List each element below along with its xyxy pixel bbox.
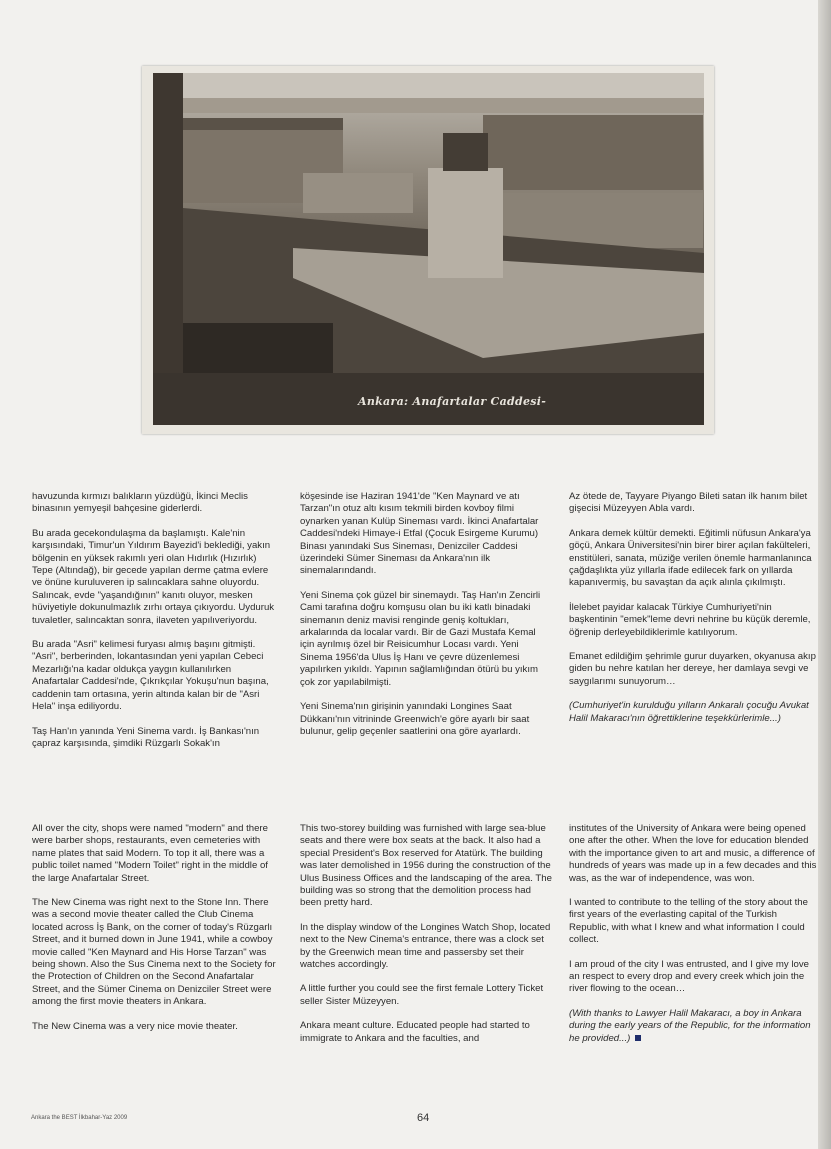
paragraph: Bu arada "Asri" kelimesi furyası almış başını gitmişti. "Asri", berberinden, lokantasından yeni yapılan Cebeci Mezarlığı'na kadar oldukça yaygın kullanılırken Anafartalar Caddesi'nde, Çıkrıkçılar Yokuşu'nun başına, caddenin tam ortasına, yerin altında kalan bir de "Asri Hela" inşa ediliyordu. <box>32 639 269 713</box>
paragraph: İlelebet payidar kalacak Türkiye Cumhuriyeti'nin başkentinin "emek"leme devri nehrine bu küçük deremle, öğrenip derleyebildiklerimle katılıyorum. <box>569 601 811 638</box>
paragraph: All over the city, shops were named "modern" and there were barber shops, restaurants, even cemeteries with name plates that said Modern. To top it all, there was a public toilet named "Modern Toilet" right in the middle of the large Anafartalar Street. <box>32 823 268 884</box>
paragraph: The New Cinema was right next to the Stone Inn. There was a second movie theater called the Club Cinema located across İş Bank, on the corner of today's Rüzgarlı Street, and it burned down in June 1941, while a cowboy movie called "Ken Maynard and His Horse Tarzan" was being shown. Also the Sus Cinema next to the Society for the Protection of Children on the Second Anafartalar Street, and the Sümer Cinema on Denizciler Street were among the first movie theaters in Ankara. <box>32 897 276 1008</box>
paragraph: Taş Han'ın yanında Yeni Sinema vardı. İş Bankası'nın çapraz karşısında, şimdiki Rüzgarlı Sokak'ın <box>32 725 260 749</box>
page-number: 64 <box>417 1112 430 1124</box>
paragraph: köşesinde ise Haziran 1941'de "Ken Maynard ve atı Tarzan"ın otuz altı kısım tekmili birden kovboy filmi oynarken yanan Kulüp Sineması vardı. İkinci Anafartalar Caddesi'ndeki Himaye-i Etfal (Çocuk Esirgeme Kurumu) Binası yanındaki Sus Sineması, Denizciler Caddesi üzerindeki Sümer Sineması da Ankara'nın ilk sinemalarındandı. <box>300 491 539 577</box>
page-edge <box>818 0 831 1149</box>
street-scene-illustration <box>153 73 704 425</box>
paragraph: The New Cinema was a very nice movie theater. <box>32 1020 238 1032</box>
turkish-column-1 <box>32 491 277 762</box>
paragraph: In the display window of the Longines Watch Shop, located next to the New Cinema's entrance, there was a clock set by the Greenwich mean time and passersby set their watches accordingly. <box>300 921 551 971</box>
turkish-column-3 <box>569 491 819 737</box>
acknowledgement <box>569 1008 819 1045</box>
paragraph: Ankara demek kültür demekti. Eğitimli nüfusun Ankara'ya göçü, Ankara Üniversitesi'nin birer birer açılan fakülteleri, enstitüleri, sanata, müziğe verilen önemle harmanlanınca çağdaşlıkta yüz yıllarla ifade edilecek fark on yıllarda kapanıvermiş, bu savaştan da açık alınla çıkılmıştı. <box>569 527 812 589</box>
historic-photo <box>153 73 704 425</box>
paragraph: Yeni Sinema çok güzel bir sinemaydı. Taş Han'ın Zencirli Cami tarafına doğru komşusu olan bu iki katlı binadaki sinemanın deniz mavisi renginde geniş koltukları, arkalarında da localar vardı. Bir de Gazi Mustafa Kemal için ayrılmış özel bir Reisicumhur Locası vardı. Yeni Sinema 1956'da Ulus İş Hanı ve çevre düzenlemesi yapılırken yıkıldı. Yapının sağlamlığından ötürü bu yıkım çok zor yapılabilmişti. <box>300 589 541 688</box>
turkish-column-2 <box>300 491 552 750</box>
paragraph: Bu arada gecekondulaşma da başlamıştı. Kale'nin karşısındaki, Timur'un Yıldırım Bayezid'i beklediği, yakın bölgenin en yüksek rakımlı yeri olan Hıdırlık (Hızırlık) Tepe (Altındağ), bir gecede yapılan derme çatma evlere ve önüne kuruluveren ip salıncaklara sahne oluyordu. Salıncak, evde "yaşandığının" kanıtı oluyor, mesken hüviyetiyle dokunulmazlık zırhı ortaya çıkıyordu. Uyduruk tuvaletler, salıncaktan sonra, ilaveten yapılıveriyordu. <box>32 527 275 626</box>
paragraph: Yeni Sinema'nın girişinin yanındaki Longines Saat Dükkanı'nın vitrininde Greenwich'e göre ayarlı bir saat bulunur, gelip geçenler saatlerini ona göre ayarlardı. <box>300 701 530 737</box>
english-column-1 <box>32 823 277 1045</box>
photo-caption: Ankara: Anafartalar Caddesi- <box>358 395 547 408</box>
historic-photo-frame <box>142 66 714 434</box>
paragraph: institutes of the University of Ankara were being opened one after the other. When the love for education blended with the importance given to art and music, a difference of hundreds of years was made up in a few decades and this was, as the war of independence, was won. <box>569 823 817 884</box>
paragraph: I am proud of the city I was entrusted, and I give my love an respect to every drop and every creek which join the river flowing to the ocean… <box>569 958 809 995</box>
acknowledgement: (Cumhuriyet'in kurulduğu yılların Ankaralı çocuğu Avukat Halil Makaracı'nın öğrettiklerine teşekkürlerimle...) <box>569 700 809 724</box>
paragraph: Ankara meant culture. Educated people had started to immigrate to Ankara and the faculties, and <box>300 1020 530 1044</box>
english-column-3 <box>569 823 819 1057</box>
paragraph: havuzunda kırmızı balıkların yüzdüğü, İkinci Meclis binasının yemyeşil bahçesine giderlerdi. <box>32 491 248 515</box>
acknowledgement-text: (With thanks to Lawyer Halil Makaracı, a boy in Ankara during the early years of the Republic, for the information he provided...) <box>569 1007 811 1044</box>
paragraph: I wanted to contribute to the telling of the story about the first years of the everlasting capital of the Turkish Republic, with what I knew and what information I could collect. <box>569 897 808 946</box>
paragraph: Emanet edildiğim şehrimle gurur duyarken, okyanusa akıp giden bu nehre katılan her dereye, her damlaya sevgi ve saygılarımı sunuyorum… <box>569 651 816 687</box>
paragraph: A little further you could see the first female Lottery Ticket seller Sister Müzeyyen. <box>300 983 544 1007</box>
english-column-2 <box>300 823 552 1057</box>
magazine-footer: Ankara the BEST İlkbahar-Yaz 2009 <box>31 1115 128 1121</box>
end-of-article-mark <box>635 1035 641 1041</box>
paragraph: Az ötede de, Tayyare Piyango Bileti satan ilk hanım bilet gişecisi Müzeyyen Abla vardı. <box>569 491 808 515</box>
paragraph: This two-storey building was furnished with large sea-blue seats and there were box seats at the back. It also had a special President's Box reserved for Atatürk. The building was later demolished in 1956 during the construction of the Ulus Business Offices and the landscaping of the area. The building was so strong that the demolition process had been pretty hard. <box>300 823 552 909</box>
